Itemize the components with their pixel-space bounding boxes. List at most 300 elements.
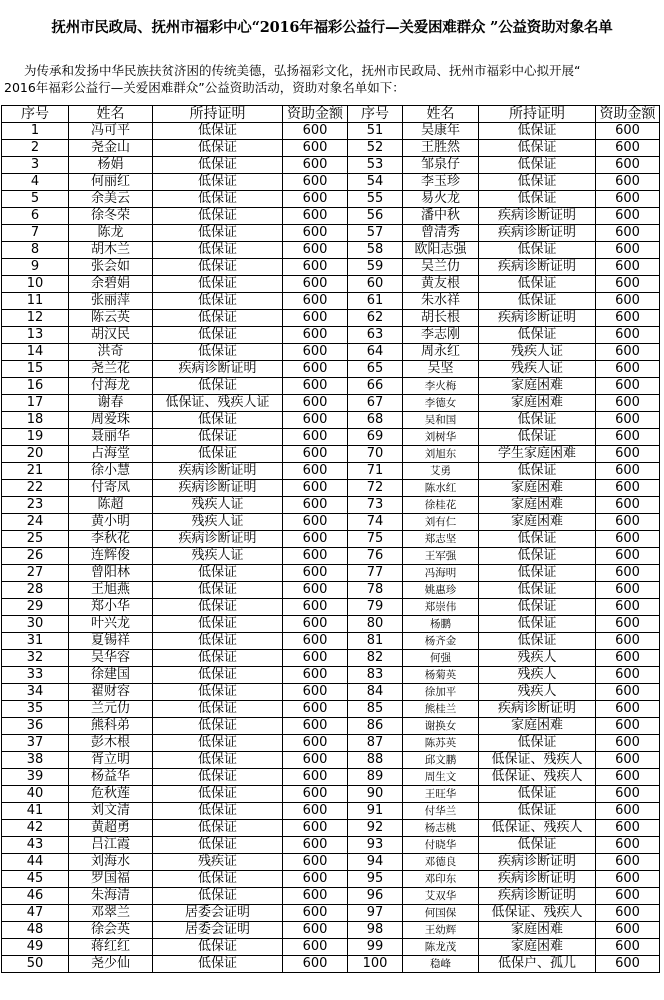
amount-cell: 600 bbox=[283, 837, 348, 854]
certificate-cell: 低保证 bbox=[153, 276, 283, 293]
certificate-cell: 低保证 bbox=[153, 667, 283, 684]
certificate-cell: 低保证 bbox=[153, 225, 283, 242]
amount-cell: 600 bbox=[596, 293, 660, 310]
amount-cell: 600 bbox=[283, 701, 348, 718]
amount-cell: 600 bbox=[596, 140, 660, 157]
name-cell: 杨菊英 bbox=[403, 667, 479, 684]
amount-cell: 600 bbox=[283, 225, 348, 242]
table-row bbox=[2, 208, 660, 225]
name-cell: 朱海清 bbox=[69, 888, 153, 905]
header-name: 姓名 bbox=[69, 106, 153, 123]
recipient-table bbox=[1, 105, 660, 973]
name-cell: 李德女 bbox=[403, 395, 479, 412]
table-row bbox=[2, 939, 660, 956]
index-cell: 75 bbox=[348, 531, 403, 548]
index-cell: 67 bbox=[348, 395, 403, 412]
amount-cell: 600 bbox=[283, 327, 348, 344]
table-row bbox=[2, 259, 660, 276]
table-row bbox=[2, 888, 660, 905]
amount-cell: 600 bbox=[596, 412, 660, 429]
name-cell: 陈云英 bbox=[69, 310, 153, 327]
table-row bbox=[2, 395, 660, 412]
certificate-cell: 低保证 bbox=[153, 633, 283, 650]
certificate-cell: 低保证 bbox=[153, 616, 283, 633]
certificate-cell: 疾病诊断证明 bbox=[153, 531, 283, 548]
certificate-cell: 低保证 bbox=[153, 599, 283, 616]
amount-cell: 600 bbox=[283, 769, 348, 786]
name-cell: 谢换女 bbox=[403, 718, 479, 735]
certificate-cell: 低保证 bbox=[479, 276, 596, 293]
certificate-cell: 低保证 bbox=[153, 752, 283, 769]
index-cell: 100 bbox=[348, 956, 403, 973]
index-cell: 51 bbox=[348, 123, 403, 140]
index-cell: 5 bbox=[2, 191, 69, 208]
index-cell: 72 bbox=[348, 480, 403, 497]
name-cell: 洪奇 bbox=[69, 344, 153, 361]
name-cell: 王胜然 bbox=[403, 140, 479, 157]
index-cell: 23 bbox=[2, 497, 69, 514]
amount-cell: 600 bbox=[283, 361, 348, 378]
certificate-cell: 家庭困难 bbox=[479, 922, 596, 939]
index-cell: 44 bbox=[2, 854, 69, 871]
index-cell: 64 bbox=[348, 344, 403, 361]
index-cell: 85 bbox=[348, 701, 403, 718]
name-cell: 潘中秋 bbox=[403, 208, 479, 225]
amount-cell: 600 bbox=[596, 599, 660, 616]
index-cell: 86 bbox=[348, 718, 403, 735]
amount-cell: 600 bbox=[283, 123, 348, 140]
amount-cell: 600 bbox=[596, 480, 660, 497]
amount-cell: 600 bbox=[596, 769, 660, 786]
certificate-cell: 低保证、残疾人 bbox=[479, 752, 596, 769]
index-cell: 60 bbox=[348, 276, 403, 293]
index-cell: 61 bbox=[348, 293, 403, 310]
certificate-cell: 疾病诊断证明 bbox=[153, 463, 283, 480]
amount-cell: 600 bbox=[283, 191, 348, 208]
certificate-cell: 低保证 bbox=[153, 123, 283, 140]
amount-cell: 600 bbox=[596, 242, 660, 259]
table-row bbox=[2, 531, 660, 548]
index-cell: 27 bbox=[2, 565, 69, 582]
amount-cell: 600 bbox=[283, 684, 348, 701]
name-cell: 连辉俊 bbox=[69, 548, 153, 565]
amount-cell: 600 bbox=[283, 922, 348, 939]
name-cell: 徐小慧 bbox=[69, 463, 153, 480]
index-cell: 17 bbox=[2, 395, 69, 412]
amount-cell: 600 bbox=[596, 701, 660, 718]
index-cell: 3 bbox=[2, 157, 69, 174]
table-row bbox=[2, 310, 660, 327]
amount-cell: 600 bbox=[596, 871, 660, 888]
name-cell: 郑小华 bbox=[69, 599, 153, 616]
table-row bbox=[2, 293, 660, 310]
certificate-cell: 低保证 bbox=[479, 531, 596, 548]
index-cell: 18 bbox=[2, 412, 69, 429]
table-row bbox=[2, 735, 660, 752]
certificate-cell: 低保证 bbox=[153, 769, 283, 786]
certificate-cell: 残疾人 bbox=[479, 684, 596, 701]
intro-line-2: 2016年福彩公益行—关爱困难群众”公益资助活动，资助对象名单如下： bbox=[4, 80, 405, 95]
name-cell: 王军强 bbox=[403, 548, 479, 565]
index-cell: 10 bbox=[2, 276, 69, 293]
name-cell: 尧少仙 bbox=[69, 956, 153, 973]
index-cell: 9 bbox=[2, 259, 69, 276]
table-row bbox=[2, 701, 660, 718]
name-cell: 吴华容 bbox=[69, 650, 153, 667]
amount-cell: 600 bbox=[596, 752, 660, 769]
index-cell: 79 bbox=[348, 599, 403, 616]
certificate-cell: 低保证 bbox=[479, 582, 596, 599]
index-cell: 26 bbox=[2, 548, 69, 565]
table-row bbox=[2, 123, 660, 140]
header-certificate: 所持证明 bbox=[479, 106, 596, 123]
amount-cell: 600 bbox=[596, 276, 660, 293]
table-row bbox=[2, 684, 660, 701]
index-cell: 73 bbox=[348, 497, 403, 514]
table-row bbox=[2, 582, 660, 599]
amount-cell: 600 bbox=[283, 667, 348, 684]
index-cell: 48 bbox=[2, 922, 69, 939]
name-cell: 郑崇伟 bbox=[403, 599, 479, 616]
amount-cell: 600 bbox=[283, 293, 348, 310]
certificate-cell: 残疾人证 bbox=[153, 497, 283, 514]
certificate-cell: 低保证 bbox=[479, 786, 596, 803]
certificate-cell: 低保证 bbox=[479, 633, 596, 650]
certificate-cell: 低保证 bbox=[479, 565, 596, 582]
amount-cell: 600 bbox=[596, 820, 660, 837]
amount-cell: 600 bbox=[283, 531, 348, 548]
table-row bbox=[2, 616, 660, 633]
certificate-cell: 残疾人证 bbox=[479, 361, 596, 378]
certificate-cell: 低保证、残疾人 bbox=[479, 769, 596, 786]
index-cell: 4 bbox=[2, 174, 69, 191]
amount-cell: 600 bbox=[283, 956, 348, 973]
index-cell: 71 bbox=[348, 463, 403, 480]
index-cell: 80 bbox=[348, 616, 403, 633]
certificate-cell: 疾病诊断证明 bbox=[479, 208, 596, 225]
amount-cell: 600 bbox=[283, 344, 348, 361]
certificate-cell: 低保证 bbox=[153, 310, 283, 327]
header-index: 序号 bbox=[348, 106, 403, 123]
index-cell: 45 bbox=[2, 871, 69, 888]
certificate-cell: 低保证 bbox=[153, 582, 283, 599]
certificate-cell: 低保证 bbox=[153, 820, 283, 837]
index-cell: 70 bbox=[348, 446, 403, 463]
table-row bbox=[2, 242, 660, 259]
certificate-cell: 疾病诊断证明 bbox=[479, 888, 596, 905]
certificate-cell: 低保证 bbox=[479, 327, 596, 344]
name-cell: 徐冬荣 bbox=[69, 208, 153, 225]
name-cell: 吴兰仂 bbox=[403, 259, 479, 276]
index-cell: 52 bbox=[348, 140, 403, 157]
amount-cell: 600 bbox=[283, 412, 348, 429]
certificate-cell: 低保证 bbox=[153, 871, 283, 888]
index-cell: 53 bbox=[348, 157, 403, 174]
index-cell: 37 bbox=[2, 735, 69, 752]
index-cell: 78 bbox=[348, 582, 403, 599]
index-cell: 39 bbox=[2, 769, 69, 786]
amount-cell: 600 bbox=[283, 854, 348, 871]
table-row bbox=[2, 803, 660, 820]
index-cell: 90 bbox=[348, 786, 403, 803]
index-cell: 68 bbox=[348, 412, 403, 429]
amount-cell: 600 bbox=[596, 905, 660, 922]
name-cell: 陈龙茂 bbox=[403, 939, 479, 956]
index-cell: 95 bbox=[348, 871, 403, 888]
amount-cell: 600 bbox=[283, 820, 348, 837]
amount-cell: 600 bbox=[596, 174, 660, 191]
name-cell: 李玉珍 bbox=[403, 174, 479, 191]
certificate-cell: 低保证 bbox=[153, 718, 283, 735]
amount-cell: 600 bbox=[596, 395, 660, 412]
index-cell: 58 bbox=[348, 242, 403, 259]
name-cell: 欧阳志强 bbox=[403, 242, 479, 259]
amount-cell: 600 bbox=[596, 344, 660, 361]
amount-cell: 600 bbox=[596, 956, 660, 973]
amount-cell: 600 bbox=[596, 225, 660, 242]
certificate-cell: 残疾人证 bbox=[479, 344, 596, 361]
amount-cell: 600 bbox=[283, 140, 348, 157]
certificate-cell: 家庭困难 bbox=[479, 497, 596, 514]
index-cell: 32 bbox=[2, 650, 69, 667]
certificate-cell: 低保证 bbox=[479, 157, 596, 174]
certificate-cell: 低保证 bbox=[153, 837, 283, 854]
certificate-cell: 居委会证明 bbox=[153, 922, 283, 939]
name-cell: 危秋莲 bbox=[69, 786, 153, 803]
certificate-cell: 低保证 bbox=[153, 412, 283, 429]
amount-cell: 600 bbox=[596, 548, 660, 565]
amount-cell: 600 bbox=[283, 650, 348, 667]
amount-cell: 600 bbox=[283, 803, 348, 820]
name-cell: 胡汉民 bbox=[69, 327, 153, 344]
name-cell: 杨齐金 bbox=[403, 633, 479, 650]
certificate-cell: 低保证 bbox=[479, 123, 596, 140]
name-cell: 邱文鹏 bbox=[403, 752, 479, 769]
certificate-cell: 家庭困难 bbox=[479, 395, 596, 412]
name-cell: 艾双华 bbox=[403, 888, 479, 905]
index-cell: 35 bbox=[2, 701, 69, 718]
amount-cell: 600 bbox=[283, 888, 348, 905]
index-cell: 30 bbox=[2, 616, 69, 633]
index-cell: 41 bbox=[2, 803, 69, 820]
name-cell: 朱水祥 bbox=[403, 293, 479, 310]
index-cell: 33 bbox=[2, 667, 69, 684]
amount-cell: 600 bbox=[283, 735, 348, 752]
name-cell: 占海堂 bbox=[69, 446, 153, 463]
header-name: 姓名 bbox=[403, 106, 479, 123]
amount-cell: 600 bbox=[283, 599, 348, 616]
index-cell: 38 bbox=[2, 752, 69, 769]
amount-cell: 600 bbox=[596, 361, 660, 378]
name-cell: 刘海水 bbox=[69, 854, 153, 871]
name-cell: 周永红 bbox=[403, 344, 479, 361]
certificate-cell: 疾病诊断证明 bbox=[479, 701, 596, 718]
amount-cell: 600 bbox=[283, 259, 348, 276]
certificate-cell: 低保证 bbox=[153, 956, 283, 973]
table-row bbox=[2, 174, 660, 191]
index-cell: 40 bbox=[2, 786, 69, 803]
amount-cell: 600 bbox=[283, 276, 348, 293]
certificate-cell: 低保证 bbox=[153, 786, 283, 803]
name-cell: 邓德良 bbox=[403, 854, 479, 871]
name-cell: 张会如 bbox=[69, 259, 153, 276]
amount-cell: 600 bbox=[596, 854, 660, 871]
certificate-cell: 疾病诊断证明 bbox=[153, 361, 283, 378]
table-row bbox=[2, 786, 660, 803]
amount-cell: 600 bbox=[596, 157, 660, 174]
amount-cell: 600 bbox=[283, 242, 348, 259]
header-amount: 资助金额 bbox=[283, 106, 348, 123]
amount-cell: 600 bbox=[283, 310, 348, 327]
certificate-cell: 低保证 bbox=[153, 650, 283, 667]
table-header-row bbox=[2, 106, 660, 123]
intro-paragraph bbox=[4, 62, 660, 96]
table-row bbox=[2, 446, 660, 463]
index-cell: 63 bbox=[348, 327, 403, 344]
index-cell: 42 bbox=[2, 820, 69, 837]
index-cell: 59 bbox=[348, 259, 403, 276]
index-cell: 83 bbox=[348, 667, 403, 684]
amount-cell: 600 bbox=[596, 786, 660, 803]
amount-cell: 600 bbox=[596, 684, 660, 701]
table-row bbox=[2, 769, 660, 786]
name-cell: 邓印东 bbox=[403, 871, 479, 888]
table-row bbox=[2, 225, 660, 242]
amount-cell: 600 bbox=[596, 497, 660, 514]
certificate-cell: 低保证 bbox=[479, 140, 596, 157]
table-row bbox=[2, 956, 660, 973]
amount-cell: 600 bbox=[596, 565, 660, 582]
amount-cell: 600 bbox=[596, 446, 660, 463]
certificate-cell: 低保证 bbox=[479, 735, 596, 752]
amount-cell: 600 bbox=[283, 480, 348, 497]
certificate-cell: 低保证 bbox=[153, 684, 283, 701]
amount-cell: 600 bbox=[596, 888, 660, 905]
amount-cell: 600 bbox=[283, 616, 348, 633]
index-cell: 29 bbox=[2, 599, 69, 616]
certificate-cell: 低保证 bbox=[479, 548, 596, 565]
certificate-cell: 残疾人证 bbox=[153, 548, 283, 565]
certificate-cell: 低保证 bbox=[479, 616, 596, 633]
index-cell: 24 bbox=[2, 514, 69, 531]
amount-cell: 600 bbox=[283, 429, 348, 446]
index-cell: 43 bbox=[2, 837, 69, 854]
name-cell: 兰元仂 bbox=[69, 701, 153, 718]
index-cell: 94 bbox=[348, 854, 403, 871]
amount-cell: 600 bbox=[283, 752, 348, 769]
name-cell: 吴康年 bbox=[403, 123, 479, 140]
name-cell: 陈超 bbox=[69, 497, 153, 514]
table-row bbox=[2, 922, 660, 939]
certificate-cell: 低保证 bbox=[153, 174, 283, 191]
name-cell: 熊桂兰 bbox=[403, 701, 479, 718]
index-cell: 87 bbox=[348, 735, 403, 752]
name-cell: 周生文 bbox=[403, 769, 479, 786]
name-cell: 胡木兰 bbox=[69, 242, 153, 259]
name-cell: 黄友根 bbox=[403, 276, 479, 293]
name-cell: 何丽红 bbox=[69, 174, 153, 191]
name-cell: 易火龙 bbox=[403, 191, 479, 208]
certificate-cell: 低保证 bbox=[479, 293, 596, 310]
certificate-cell: 残疾人 bbox=[479, 650, 596, 667]
certificate-cell: 低保证 bbox=[153, 327, 283, 344]
table-row bbox=[2, 667, 660, 684]
index-cell: 69 bbox=[348, 429, 403, 446]
amount-cell: 600 bbox=[596, 667, 660, 684]
certificate-cell: 低保证 bbox=[479, 837, 596, 854]
name-cell: 李秋花 bbox=[69, 531, 153, 548]
certificate-cell: 低保证 bbox=[153, 242, 283, 259]
amount-cell: 600 bbox=[596, 718, 660, 735]
amount-cell: 600 bbox=[596, 123, 660, 140]
index-cell: 96 bbox=[348, 888, 403, 905]
amount-cell: 600 bbox=[596, 429, 660, 446]
table-row bbox=[2, 429, 660, 446]
index-cell: 11 bbox=[2, 293, 69, 310]
amount-cell: 600 bbox=[596, 939, 660, 956]
certificate-cell: 低保证 bbox=[153, 293, 283, 310]
name-cell: 艾勇 bbox=[403, 463, 479, 480]
name-cell: 邓翠兰 bbox=[69, 905, 153, 922]
index-cell: 25 bbox=[2, 531, 69, 548]
certificate-cell: 疾病诊断证明 bbox=[479, 259, 596, 276]
index-cell: 82 bbox=[348, 650, 403, 667]
amount-cell: 600 bbox=[283, 871, 348, 888]
index-cell: 14 bbox=[2, 344, 69, 361]
table-row bbox=[2, 463, 660, 480]
amount-cell: 600 bbox=[596, 582, 660, 599]
table-row bbox=[2, 565, 660, 582]
name-cell: 徐桂花 bbox=[403, 497, 479, 514]
amount-cell: 600 bbox=[283, 718, 348, 735]
name-cell: 付晓华 bbox=[403, 837, 479, 854]
name-cell: 吕江霞 bbox=[69, 837, 153, 854]
name-cell: 杨娟 bbox=[69, 157, 153, 174]
index-cell: 34 bbox=[2, 684, 69, 701]
index-cell: 12 bbox=[2, 310, 69, 327]
name-cell: 周爱珠 bbox=[69, 412, 153, 429]
certificate-cell: 低保证 bbox=[153, 888, 283, 905]
index-cell: 84 bbox=[348, 684, 403, 701]
index-cell: 22 bbox=[2, 480, 69, 497]
name-cell: 叶兴龙 bbox=[69, 616, 153, 633]
index-cell: 1 bbox=[2, 123, 69, 140]
amount-cell: 600 bbox=[283, 395, 348, 412]
name-cell: 尧兰花 bbox=[69, 361, 153, 378]
index-cell: 91 bbox=[348, 803, 403, 820]
name-cell: 杨鹏 bbox=[403, 616, 479, 633]
table-row bbox=[2, 378, 660, 395]
certificate-cell: 家庭困难 bbox=[479, 514, 596, 531]
name-cell: 郑志坚 bbox=[403, 531, 479, 548]
header-certificate: 所持证明 bbox=[153, 106, 283, 123]
table-row bbox=[2, 752, 660, 769]
name-cell: 陈水红 bbox=[403, 480, 479, 497]
name-cell: 付华兰 bbox=[403, 803, 479, 820]
table-row bbox=[2, 837, 660, 854]
table-row bbox=[2, 599, 660, 616]
name-cell: 黄小明 bbox=[69, 514, 153, 531]
name-cell: 徐加平 bbox=[403, 684, 479, 701]
index-cell: 55 bbox=[348, 191, 403, 208]
table-row bbox=[2, 633, 660, 650]
certificate-cell: 低保证 bbox=[479, 191, 596, 208]
table-row bbox=[2, 854, 660, 871]
certificate-cell: 低保证 bbox=[479, 463, 596, 480]
amount-cell: 600 bbox=[596, 327, 660, 344]
index-cell: 77 bbox=[348, 565, 403, 582]
table-row bbox=[2, 344, 660, 361]
